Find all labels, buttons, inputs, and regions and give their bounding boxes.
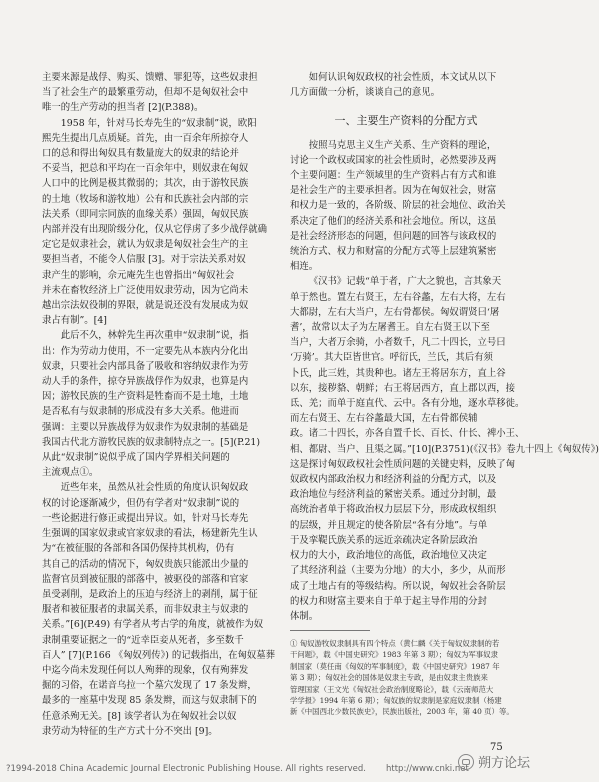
text-line: 任意杀殉无关。[8] 该学者认为在匈奴社会以奴 bbox=[42, 710, 237, 722]
text-line: 统治方式、权力和财富的分配方式等上层建筑紧密 bbox=[290, 246, 497, 258]
text-line: 而左右贤王、左右谷蠡最大国，左右骨都侯辅 bbox=[290, 413, 478, 425]
wechat-icon bbox=[458, 754, 474, 770]
text-line: 1958 年，针对马长寿先生的“奴隶制”说，欧阳 bbox=[60, 117, 257, 129]
text-line: 近些年来，虽然从社会性质的角度认识匈奴政 bbox=[60, 482, 249, 494]
text-line: 要担当者，不能令人信服 [3]。对于宗法关系对奴 bbox=[42, 254, 246, 266]
watermark bbox=[458, 752, 530, 771]
footnote-line: 管理国家（王文光《匈奴社会政治制度略论》，载《云南师范大 bbox=[290, 684, 494, 694]
text-line: 是社会经济形态的问题，但问题的回答与该政权的 bbox=[290, 230, 497, 242]
text-line: 按照马克思主义生产关系、生产资料的理论， bbox=[308, 139, 497, 151]
text-line: 是否私有与奴隶制的形成没有多大关系。他进而 bbox=[42, 406, 239, 418]
text-line: 单于然也。置左右贤王，左右谷蠡，左右大将，左右 bbox=[290, 291, 506, 303]
text-line: 卜氏，此三姓，其贵种也。诸左王将居东方，直上谷 bbox=[290, 367, 506, 379]
text-line: 主要来源是战俘、购买、馈赠、罪犯等，这些奴隶担 bbox=[42, 72, 258, 83]
text-line: 生强调的国家奴隶或官家奴隶的看法，杨建新先生认 bbox=[42, 528, 258, 540]
text-line: 体制。 bbox=[290, 610, 319, 622]
text-line: 为“在被征服的各部和各国仍保持其机构，仍有 bbox=[42, 543, 235, 555]
footnote-line: 第 3 期）；匈奴社会的国体是奴隶主专政，是由奴隶主贵族来 bbox=[290, 673, 488, 683]
text-line: 一些论据进行修正或提出异议。如，针对马长寿先 bbox=[42, 512, 249, 524]
text-line: 相、都尉、当户、且渠之属。”[10](P.3751)(《汉书》卷九十四上《匈奴传》) bbox=[290, 443, 599, 455]
text-line: 定它是奴隶社会，就认为奴隶是匈奴社会生产的主 bbox=[42, 239, 249, 251]
text-line: 是社会生产的主要承担者。因为在匈奴社会，财富 bbox=[290, 185, 497, 197]
text-line: 最多的一座墓中发现 85 条发辫，而这与奴隶制下的 bbox=[42, 695, 257, 707]
footnote-line: 学学报》1994 年第 6 期）；匈奴族的奴隶制是家庭奴隶制（杨建 bbox=[290, 696, 502, 706]
left-column bbox=[42, 70, 274, 739]
page-number: 75 bbox=[490, 742, 503, 753]
text-line: 耆’，故常以太子为左屠耆王。自左右贤王以下至 bbox=[290, 322, 490, 334]
paragraph bbox=[42, 480, 274, 738]
text-line: 大都尉，左右大当户，左右骨都侯。匈奴谓贤曰‘屠 bbox=[290, 306, 500, 318]
text-line: 人口中的比例是极其微弱的；其次，由于游牧民族 bbox=[42, 178, 249, 190]
text-line: 政。诸二十四长，亦各自置千长、百长、什长、裨小王、 bbox=[290, 428, 525, 440]
text-line: 系决定了他们的经济关系和社会地位。所以，这虽 bbox=[290, 215, 497, 227]
text-line: 相连。 bbox=[290, 261, 319, 273]
text-line: 不妥当，把总和平均在一百余年中，则奴隶在匈奴 bbox=[42, 163, 249, 175]
text-line: 和权力是一致的，各阶级、阶层的社会地位、政治关 bbox=[290, 200, 506, 212]
text-line: 百人” [7](P.166 《匈奴列传》) 的记载指出，在匈奴墓葬 bbox=[42, 649, 276, 661]
right-column bbox=[290, 70, 599, 624]
text-line: 掘的习俗，在诺音乌拉一个墓穴发现了 17 条发辫， bbox=[42, 680, 257, 692]
text-line: 服者和被征服者的隶属关系，而非奴隶主与奴隶的 bbox=[42, 604, 249, 616]
text-line: 从此“奴隶制”说似乎成了国内学界相关问题的 bbox=[42, 452, 230, 464]
text-line: 几方面做一分析，谈谈自己的意见。 bbox=[290, 87, 441, 99]
text-line: 于及挛鞮氏族关系的远近亲疏决定各阶层政治 bbox=[290, 534, 478, 546]
paragraph bbox=[42, 70, 274, 116]
text-line: 成了土地占有的等级结构。所以说，匈奴社会各阶层 bbox=[290, 580, 506, 592]
text-line: 中迄今尚未发现任何以人殉葬的现象，仅有殉葬发 bbox=[42, 664, 249, 676]
text-line: 越出宗法奴役制的界限，就是说还没有发展成为奴 bbox=[42, 300, 249, 312]
text-line: 强调：主要以异族战俘为奴隶作为奴隶制的基础是 bbox=[42, 421, 249, 433]
text-line: 监督官员到被征服的部落中，被驱役的部落和官家 bbox=[42, 573, 249, 585]
text-line: 法关系（即同宗同族的血缘关系）强固，匈奴民族 bbox=[42, 208, 249, 220]
footnote-line: 制国家（莫任南《匈奴的军事制度》，载《中国史研究》1987 年 bbox=[290, 661, 500, 671]
text-line: 口的总和得出匈奴具有数量庞大的奴隶的结论并 bbox=[42, 148, 239, 160]
paragraph bbox=[42, 116, 274, 329]
paragraph bbox=[290, 138, 522, 275]
footnote-line: 干问题》，载《中国史研究》1983 年第 3 期）；匈奴为军事奴隶 bbox=[290, 650, 498, 660]
text-line: 高统治者单于将政治权力层层下分，形成政权组织 bbox=[290, 504, 497, 516]
source-url: http://www.cnki.net bbox=[386, 764, 469, 774]
text-line: 讨论一个政权或国家的社会性质时，必然要涉及两 bbox=[290, 154, 497, 166]
text-line: 当户，大者万余骑，小者数千，凡二十四长，立号曰 bbox=[290, 337, 506, 349]
text-line: 隶制重要证据之一的“近幸臣妾从死者，多至数千 bbox=[42, 634, 244, 646]
text-line: 虽受剥削，是政治上的压迫与经济上的剥削，属于征 bbox=[42, 588, 258, 600]
text-line: 此后不久，林幹先生再次重申“奴隶制”说，指 bbox=[60, 330, 249, 342]
footnote-rule bbox=[290, 630, 370, 631]
text-line: 隶产生的影响，佘元庵先生也曾指出“匈奴社会 bbox=[42, 269, 235, 281]
paragraph bbox=[290, 70, 522, 100]
text-line: 《汉书》记载“单于者，广大之貌也，言其象天 bbox=[308, 276, 502, 288]
footnote-line: ① 匈奴游牧奴隶制具有四个特点（黄仁麟《关于匈奴奴隶制的若 bbox=[290, 639, 500, 648]
text-line: 了其经济利益（主要为分地）的大小，多少，从而形 bbox=[290, 565, 506, 577]
text-line: 隶占有制”。[4] bbox=[42, 315, 107, 327]
text-line: 内部并没有出现阶级分化，仅从它俘虏了多少战俘就确 bbox=[42, 224, 268, 236]
footnote-line: 新《中国西北少数民族史》，民族出版社，2003 年，第 40 页）等。 bbox=[290, 707, 514, 717]
right-column-body bbox=[290, 138, 599, 625]
text-line: 权的讨论逐渐减少，但仍有学者对“奴隶制”说的 bbox=[42, 497, 240, 509]
right-column-intro bbox=[290, 70, 522, 100]
text-line: 奴政权内部政治权力和经济利益的分配方式，以及 bbox=[290, 474, 497, 486]
text-line: 唯一的生产劳动的担当者 [2](P.388)。 bbox=[42, 102, 204, 114]
text-line: 的土地（牧场和游牧地）公有和氏族社会内部的宗 bbox=[42, 193, 249, 205]
paragraph bbox=[42, 328, 274, 480]
text-line: 这是探讨匈奴政权社会性质问题的关键史料，反映了匈 bbox=[290, 458, 516, 470]
section-heading: 一、主要生产资料的分配方式 bbox=[334, 114, 478, 128]
text-line: 其自己的活动的情况下，匈奴贵族只能派出少量的 bbox=[42, 558, 249, 570]
text-line: 的权力和财富主要来自于单于起主导作用的分封 bbox=[290, 595, 487, 607]
footnote bbox=[290, 638, 522, 718]
paragraph bbox=[290, 274, 599, 624]
text-line: ‘万骑’。其大臣皆世官。呼衍氏，兰氏，其后有须 bbox=[290, 352, 493, 364]
text-line: 动人手的条件，掠夺异族战俘作为奴隶，也算是内 bbox=[42, 376, 249, 388]
text-line: 熙先生提出几点质疑。首先，由一百余年所掠夺人 bbox=[42, 132, 249, 144]
watermark-text: 朔方论坛 bbox=[478, 756, 531, 771]
text-line: 出：作为劳动力使用，不一定要先从本族内分化出 bbox=[42, 345, 249, 357]
text-line: 政治地位与经济利益的紧密关系。通过分封制，最 bbox=[290, 489, 497, 501]
text-line: 因；游牧民族的生产资料是牲畜而不是土地，土地 bbox=[42, 391, 249, 403]
text-line: 以东，接秽貉、朝鲜；右王将居西方，直上郡以西，接 bbox=[290, 382, 516, 394]
text-line: 并未在畜牧经济上广泛使用奴隶劳动，因为它尚未 bbox=[42, 284, 249, 296]
text-line: 如何认识匈奴政权的社会性质，本文试从以下 bbox=[308, 72, 497, 83]
copyright-line: ?1994-2018 China Academic Journal Electronic Publishing House. All rights reserved. bbox=[6, 764, 366, 774]
text-line: 关系。”[6](P.49) 有学者从考古学的角度，就被作为奴 bbox=[42, 619, 264, 631]
text-line: 主流观点①。 bbox=[42, 467, 99, 479]
text-line: 的层级，并且规定的使各阶层“各有分地”。与单 bbox=[290, 519, 488, 531]
text-line: 氐、羌；而单于庭直代、云中。各有分地，逐水草移徙。 bbox=[290, 398, 525, 410]
text-line: 权力的大小，政治地位的高低，政治地位又决定 bbox=[290, 550, 487, 562]
text-line: 我国古代北方游牧民族的奴隶制特点之一。[5](P.21) bbox=[42, 436, 261, 448]
text-line: 当了社会生产的最繁重劳动，但却不是匈奴社会中 bbox=[42, 87, 249, 99]
text-line: 隶劳动为特征的生产方式十分不突出 [9]。 bbox=[42, 725, 218, 737]
text-line: 个主要问题：生产领域里的生产资料占有方式和谁 bbox=[290, 170, 497, 182]
text-line: 奴隶，只要社会内部具备了吸收和容纳奴隶作为劳 bbox=[42, 360, 249, 372]
